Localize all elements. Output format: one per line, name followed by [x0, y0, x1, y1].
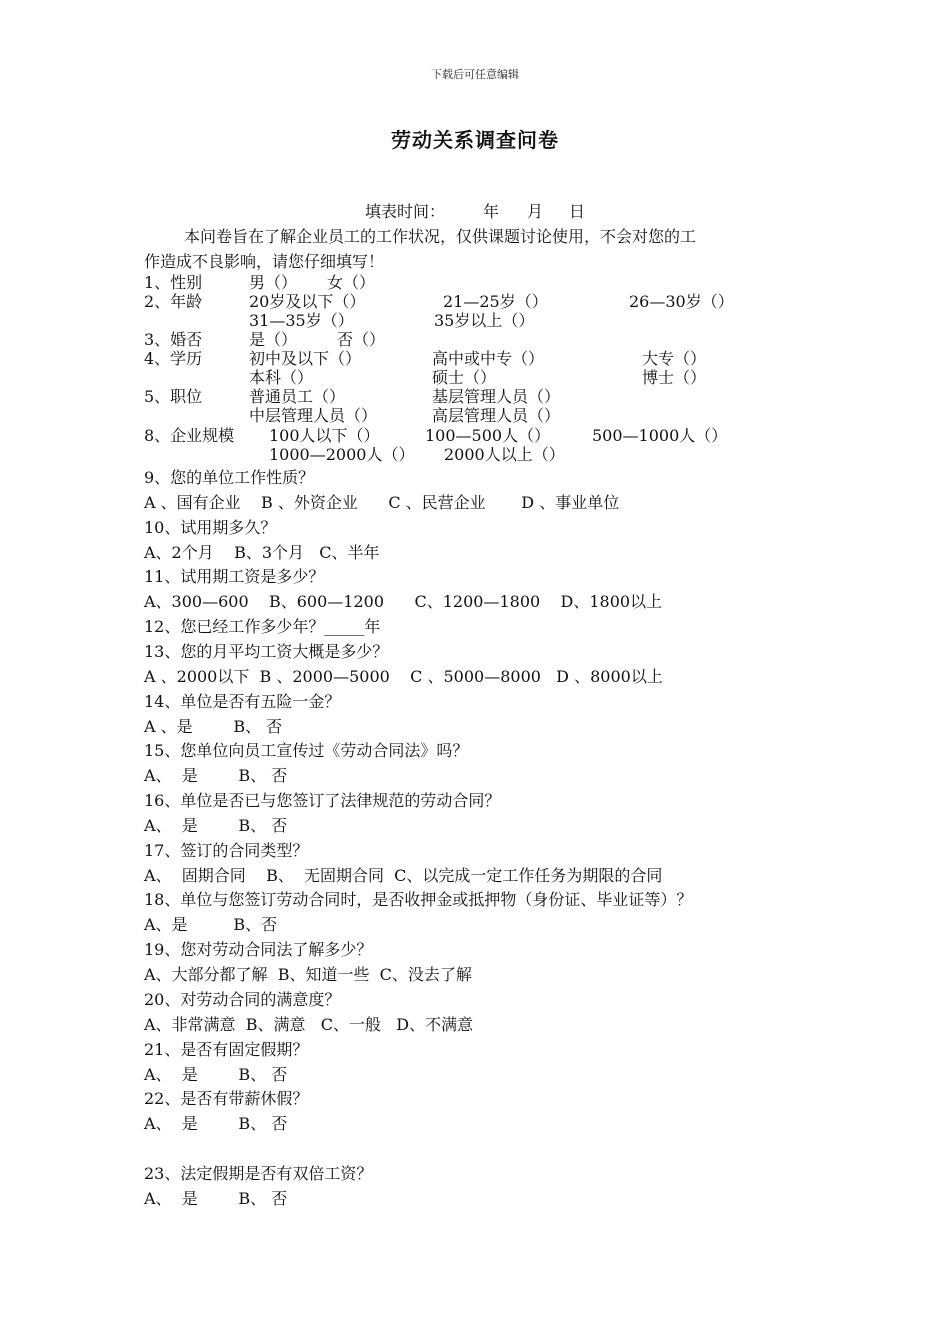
- q8-option-2: 100—500人（）: [425, 426, 551, 445]
- q4-option-1: 初中及以下（）: [249, 349, 362, 368]
- date-month: 月: [527, 202, 544, 221]
- q11-answers: A、300—600 B、600—1200 C、1200—1800 D、1800以上: [144, 592, 663, 611]
- q20-question: 20、对劳动合同的满意度？: [144, 990, 341, 1009]
- q1-option-female: 女（）: [327, 273, 376, 292]
- q2-option-4: 31—35岁（）: [249, 311, 354, 330]
- q8-label: 8、企业规模: [144, 426, 235, 445]
- q5-option-4: 高层管理人员（）: [432, 406, 561, 425]
- q4-option-4: 本科（）: [249, 368, 314, 387]
- date-label: 填表时间：: [364, 202, 445, 221]
- q23-question: 23、法定假期是否有双倍工资？: [144, 1164, 373, 1183]
- q4-option-3: 大专（）: [642, 349, 707, 368]
- q5-option-3: 中层管理人员（）: [249, 406, 378, 425]
- date-day: 日: [569, 202, 586, 221]
- q9-answers: A 、国有企业 B 、外资企业 C 、民营企业 D 、事业单位: [144, 493, 620, 512]
- q19-answers: A、大部分都了解 B、知道一些 C、没去了解: [144, 965, 472, 984]
- q3-option-no: 否（）: [337, 330, 386, 349]
- q2-option-1: 20岁及以下（）: [249, 292, 366, 311]
- q8-option-5: 2000人以上（）: [444, 445, 565, 464]
- q9-question: 9、您的单位工作性质？: [144, 468, 315, 487]
- q8-option-1: 100人以下（）: [269, 426, 380, 445]
- page-title: 劳动关系调查问卷: [391, 128, 559, 152]
- q20-answers: A、非常满意 B、满意 C、一般 D、不满意: [144, 1015, 474, 1034]
- q5-label: 5、职位: [144, 387, 203, 406]
- q13-answers: A 、2000以下 B 、2000—5000 C 、5000—8000 D 、8000以上: [144, 667, 663, 686]
- q16-question: 16、单位是否已与您签订了法律规范的劳动合同？: [144, 791, 501, 810]
- q5-option-1: 普通员工（）: [249, 387, 346, 406]
- intro-line-2: 作造成不良影响，请您仔细填写！: [144, 252, 385, 271]
- q8-option-4: 1000—2000人（）: [269, 445, 415, 464]
- q19-question: 19、您对劳动合同法了解多少？: [144, 940, 373, 959]
- q13-question: 13、您的月平均工资大概是多少？: [144, 642, 389, 661]
- q2-option-5: 35岁以上（）: [434, 311, 535, 330]
- q15-answers: A、 是 B、 否: [144, 766, 288, 785]
- q3-label: 3、婚否: [144, 330, 203, 349]
- q23-answers: A、 是 B、 否: [144, 1189, 288, 1208]
- q16-answers: A、 是 B、 否: [144, 816, 288, 835]
- q18-question: 18、单位与您签订劳动合同时，是否收押金或抵押物（身份证、毕业证等）？: [144, 890, 693, 909]
- intro-line-1: 本问卷旨在了解企业员工的工作状况，仅供课题讨论使用，不会对您的工: [184, 227, 697, 246]
- q21-answers: A、 是 B、 否: [144, 1065, 288, 1084]
- q11-question: 11、试用期工资是多少？: [144, 567, 325, 586]
- q2-option-2: 21—25岁（）: [443, 292, 548, 311]
- q4-option-5: 硕士（）: [432, 368, 497, 387]
- q8-option-3: 500—1000人（）: [592, 426, 728, 445]
- date-year: 年: [482, 202, 499, 221]
- q22-answers: A、 是 B、 否: [144, 1114, 288, 1133]
- q2-option-3: 26—30岁（）: [629, 292, 734, 311]
- q1-option-male: 男（）: [249, 273, 298, 292]
- q5-option-2: 基层管理人员（）: [432, 387, 561, 406]
- fill-date-line: [0, 202, 950, 222]
- q17-question: 17、签订的合同类型？: [144, 841, 309, 860]
- q14-answers: A 、是 B、 否: [144, 717, 283, 736]
- q10-answers: A、2个月 B、3个月 C、半年: [144, 543, 380, 562]
- header-note: 下载后可任意编辑: [431, 68, 519, 81]
- q12-question: 12、您已经工作多少年？_____年: [144, 617, 381, 636]
- q18-answers: A、是 B、否: [144, 915, 278, 934]
- q17-answers: A、 固期合同 B、 无固期合同 C、以完成一定工作任务为期限的合同: [144, 866, 663, 885]
- q4-label: 4、学历: [144, 349, 203, 368]
- q1-label: 1、性别: [144, 273, 203, 292]
- q3-option-yes: 是（）: [249, 330, 298, 349]
- q14-question: 14、单位是否有五险一金？: [144, 692, 341, 711]
- q10-question: 10、试用期多久？: [144, 518, 277, 537]
- q2-label: 2、年龄: [144, 292, 203, 311]
- q4-option-2: 高中或中专（）: [432, 349, 545, 368]
- q22-question: 22、是否有带薪休假？: [144, 1089, 309, 1108]
- q15-question: 15、您单位向员工宣传过《劳动合同法》吗？: [144, 741, 469, 760]
- q21-question: 21、是否有固定假期？: [144, 1040, 309, 1059]
- q4-option-6: 博士（）: [642, 368, 707, 387]
